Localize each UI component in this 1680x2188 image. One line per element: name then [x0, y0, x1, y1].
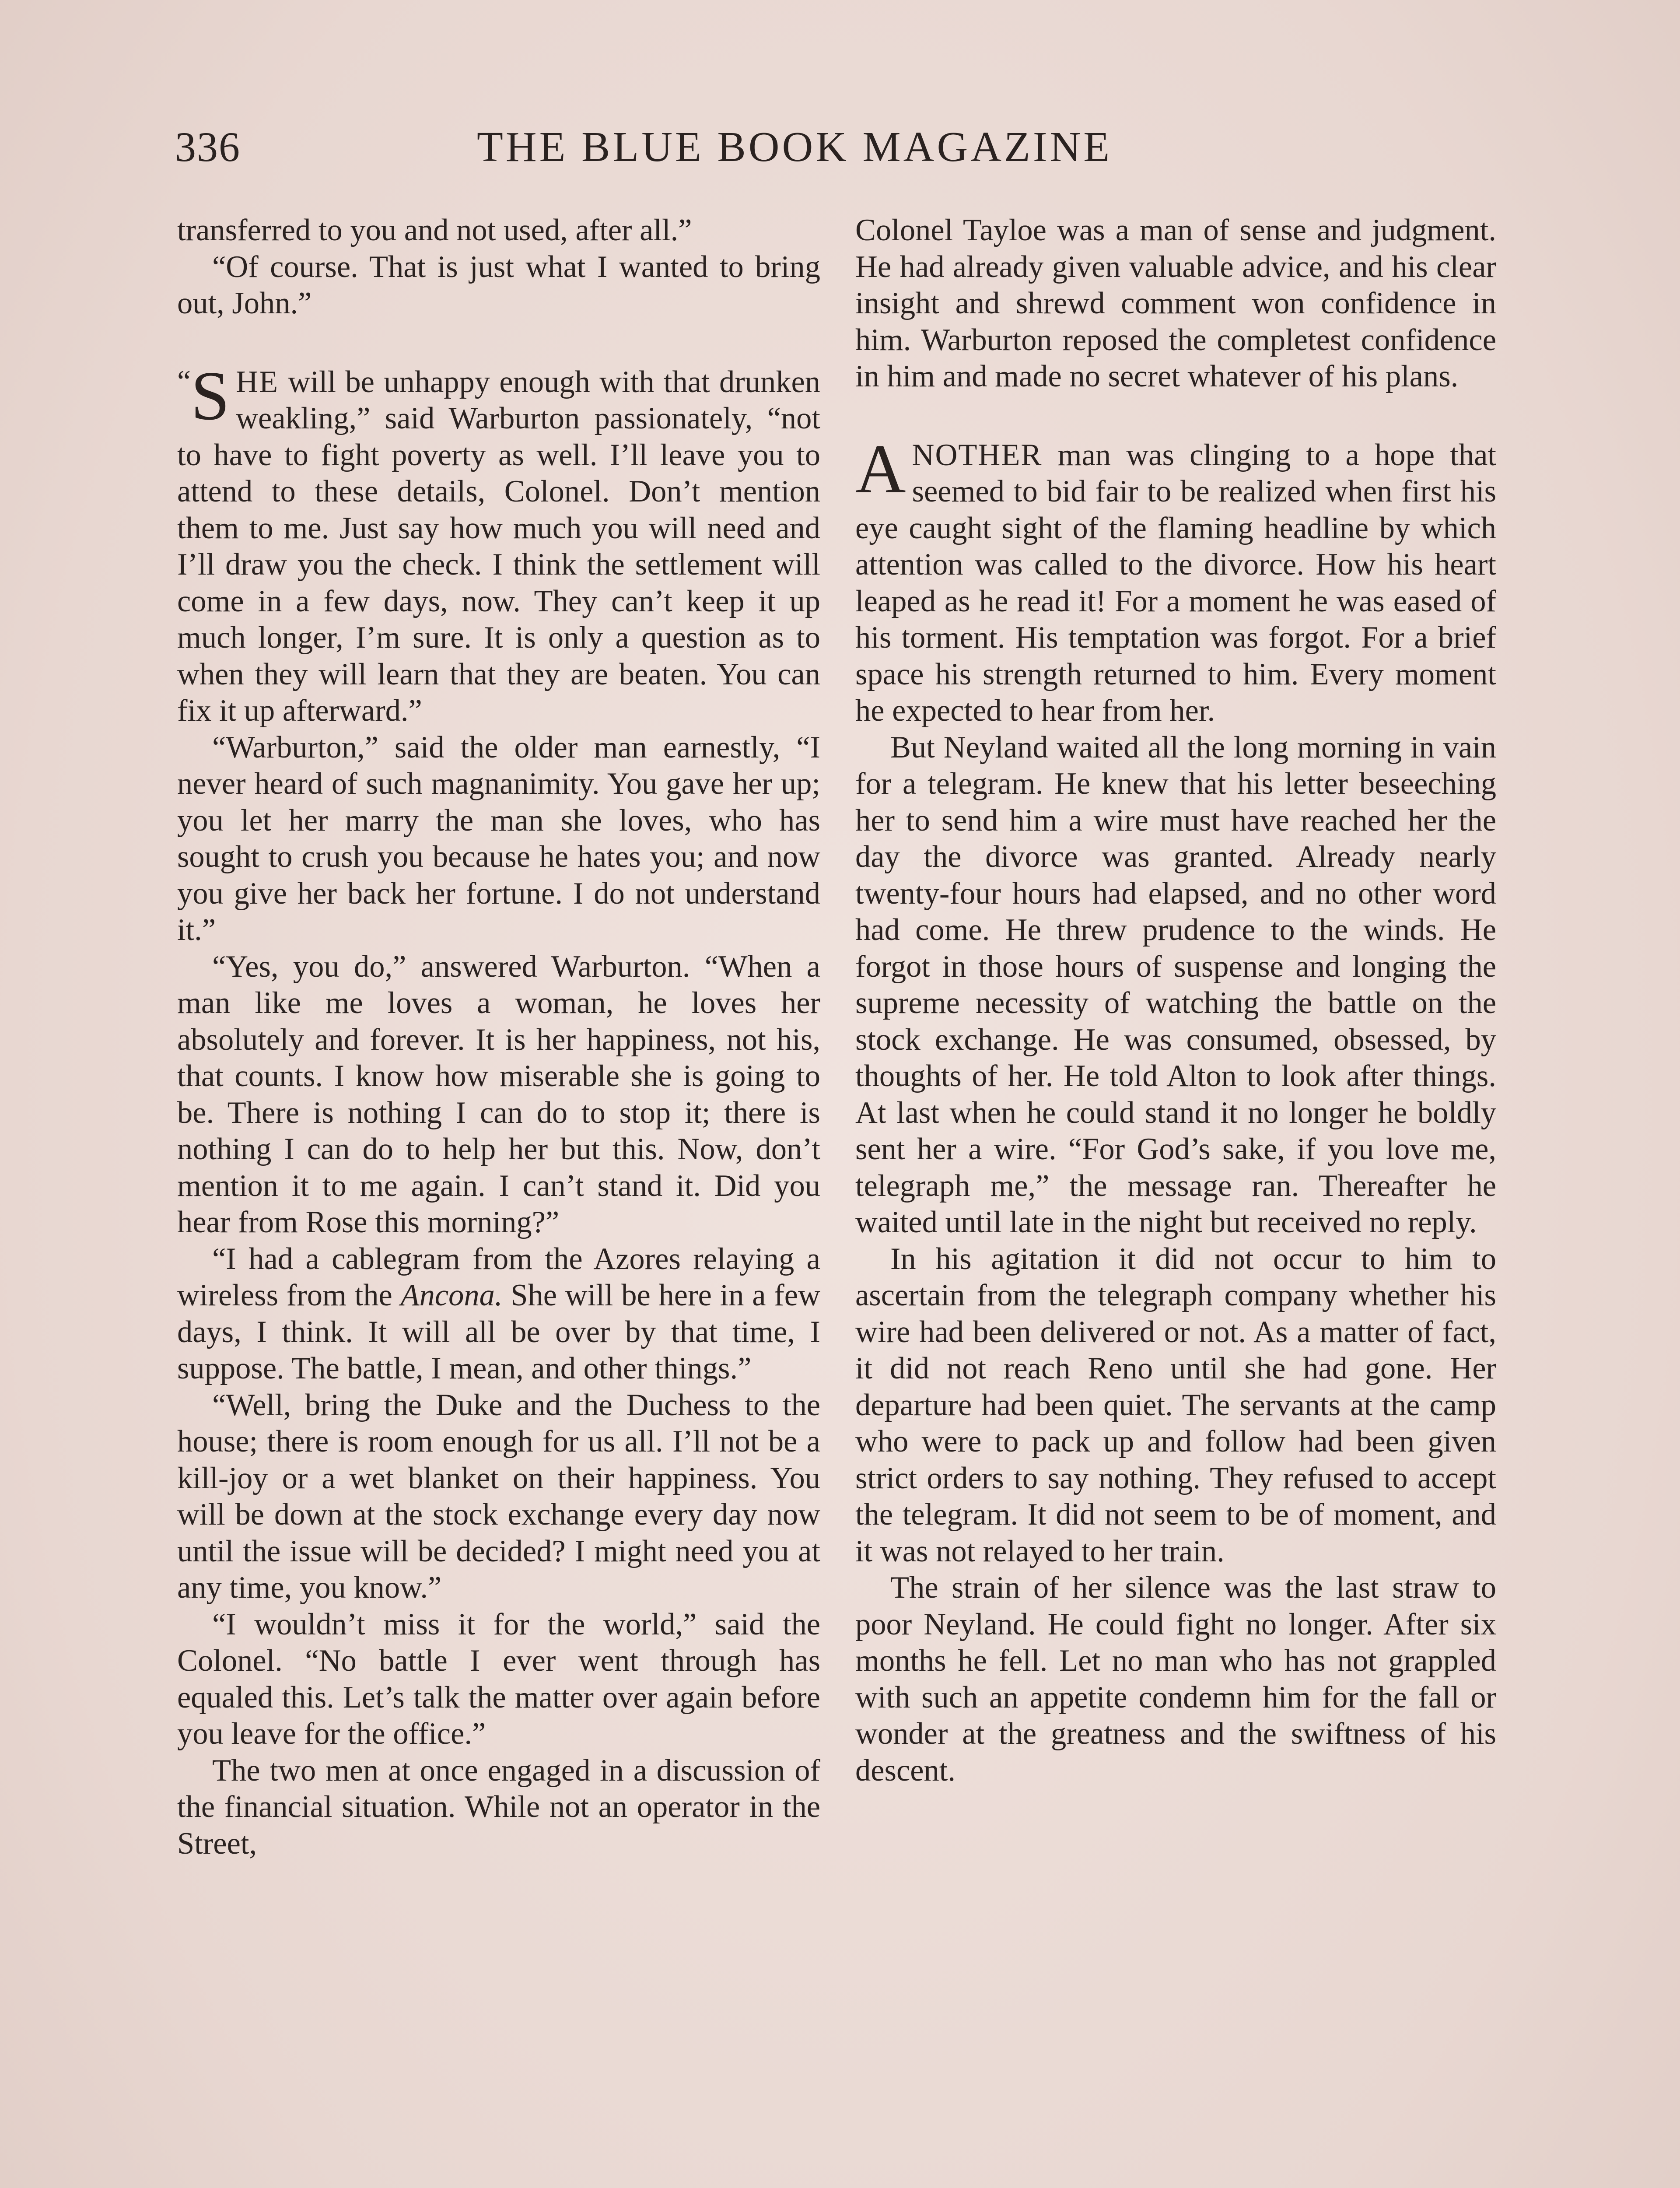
drop-cap-continuation: HE: [236, 365, 279, 399]
opening-quote: “: [177, 364, 191, 398]
paragraph: The two men at once engaged in a discussion of the financial situation. While not an operator in the Street,: [177, 1753, 820, 1861]
paragraph: But Neyland waited all the long morning in vain for a telegram. He knew that his letter beseeching her to send him a wire must have reached her the day the divorce was granted. Already nearly twenty-four hours had elapsed, and no other word had come. He threw prudence to the winds. He forgot in those hours of suspense and longing the supreme necessity of watching the battle on the stock exchange. He was consumed, obsessed, by thoughts of her. He told Alton to look after things. At last when he could stand it no longer he boldly sent her a wire. “For God’s sake, if you love me, telegraph me,” the message ran. Thereafter he waited until late in the night but received no reply.: [855, 730, 1496, 1239]
paragraph-text: “I had a cablegram from the Azores relaying a wireless from the: [177, 1241, 820, 1312]
drop-cap-continuation: NOTHER: [912, 438, 1043, 472]
paragraph: “Warburton,” said the older man earnestly, “I never heard of such magnanimity. You gave her up; you let her marry the man she loves, who has sought to crush you because he hates you; and now you give her back her fortune. I do not understand it.”: [177, 730, 820, 947]
right-column: [855, 212, 1496, 1789]
paragraph: “Yes, you do,” answered Warburton. “When a man like me loves a woman, he loves her absolutely and forever. It is her happiness, not his, that counts. I know how miserable she is going to be. There is nothing I can do to stop it; there is nothing I can do to help her but this. Now, don’t mention it to me again. I can’t stand it. Did you hear from Rose this morning?”: [177, 949, 820, 1239]
drop-cap: S: [191, 356, 230, 435]
paragraph: “Well, bring the Duke and the Duchess to the house; there is room enough for us all. I’ll not be a kill-joy or a wet blanket on their happiness. You will be down at the stock exchange every day now until the issue will be decided? I might need you at any time, you know.”: [177, 1388, 820, 1605]
magazine-title: THE BLUE BOOK MAGAZINE: [477, 123, 1113, 171]
drop-cap: A: [855, 429, 906, 508]
left-column: [177, 212, 820, 1862]
paragraph: The strain of her silence was the last straw to poor Neyland. He could fight no longer. After six months he fell. Let no man who has not grappled with such an appetite condemn him for the fall or wonder at the greatness and the swiftness of his descent.: [855, 1571, 1496, 1788]
page-number: 336: [175, 123, 241, 170]
section-break: [855, 395, 1496, 437]
section-opening-paragraph: [855, 429, 1496, 729]
paragraph: In his agitation it did not occur to him to ascertain from the telegraph company whether his wire had been delivered or not. As a matter of fact, it did not reach Reno until she had gone. Her departure had been quiet. The servants at the camp who were to pack up and follow had been given strict orders to say nothing. They refused to accept the telegram. It did not seem to be of moment, and it was not relayed to her train.: [855, 1241, 1496, 1568]
paragraph: transferred to you and not used, after all.”: [177, 213, 692, 247]
paragraph: “I wouldn’t miss it for the world,” said the Colonel. “No battle I ever went through has equaled this. Let’s talk the matter over again before you leave for the office.”: [177, 1607, 820, 1751]
paragraph-text: She will be here in a few days, I think. It will all be over by that time, I suppose. The battle, I mean, and other things.”: [177, 1278, 820, 1385]
paragraph: [177, 1241, 820, 1387]
paragraph: “Of course. That is just what I wanted to bring out, John.”: [177, 249, 820, 320]
section-break: [177, 322, 820, 364]
ship-name: Ancona.: [400, 1278, 503, 1312]
section-opening-paragraph: [177, 356, 820, 729]
paragraph-text: will be unhappy enough with that drunken weakling,” said Warburton passionately, “not to have to fight poverty as well. I’ll leave you to attend to these details, Colonel. Don’t mention them to me. Just say how much you will need and I’ll draw you the check. I think the settlement will come in a few days, now. They can’t keep it up much longer, I’m sure. It is only a question as to when they will learn that they are beaten. You can fix it up afterward.”: [177, 365, 820, 728]
paragraph-text: man was clinging to a hope that seemed to bid fair to be realized when first his eye caught sight of the flaming headline by which attention was called to the divorce. How his heart leaped as he read it! For a moment he was eased of his torment. His temptation was forgot. For a brief space his strength returned to him. Every moment he expected to hear from her.: [855, 438, 1496, 728]
paragraph: Colonel Tayloe was a man of sense and judgment. He had already given valuable advice, and his clear insight and shrewd comment won confidence in him. Warburton reposed the completest confidence in him and made no secret whatever of his plans.: [855, 213, 1496, 393]
page-header: [175, 118, 1221, 179]
